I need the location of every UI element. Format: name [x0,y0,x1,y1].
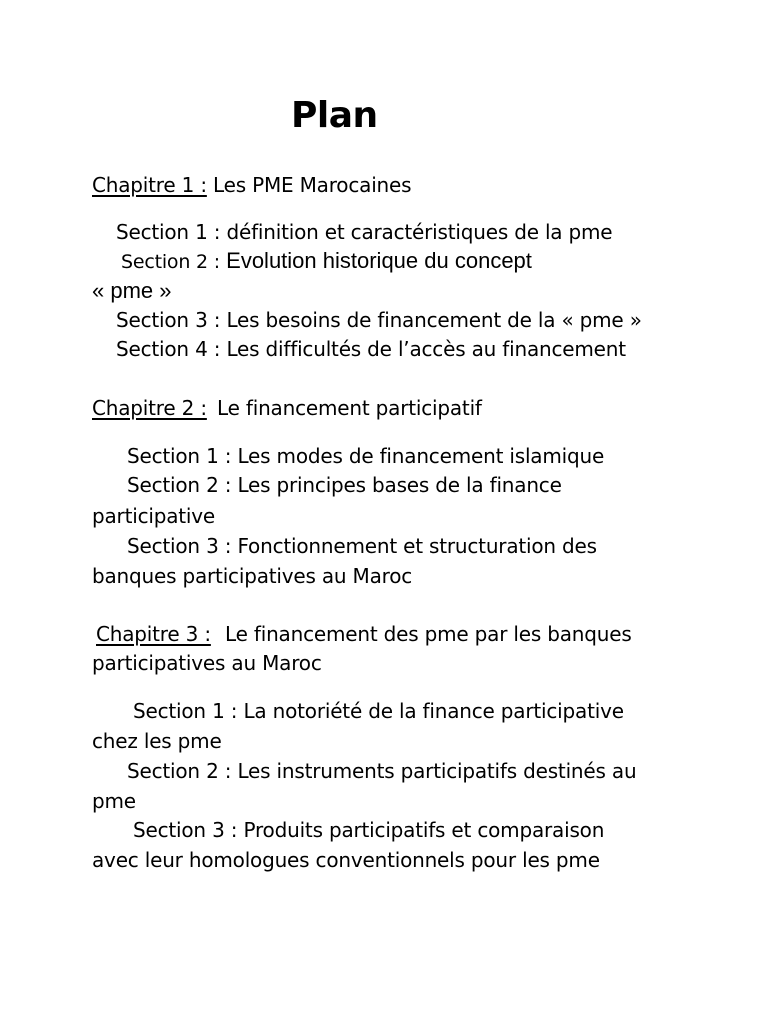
section-label: Section 1 : [116,220,221,244]
chapter-3-title: Le financement des pme par les banques [225,622,632,646]
chapter-1-label: Chapitre 1 : [92,173,207,197]
section-text: Evolution historique du concept [226,248,532,273]
section-text: Produits participatifs et comparaison [243,818,605,842]
section-text: Les besoins de financement de la « pme » [226,308,642,332]
section-label: Section 2 : [127,759,232,783]
chapter-3-title-continued: participatives au Maroc [92,651,322,675]
section-label: Section 1 : [133,699,238,723]
page-title: Plan [291,95,378,136]
chapter-2-label: Chapitre 2 : [92,396,207,420]
section-text: La notoriété de la finance participative [243,699,624,723]
section-label: Section 1 : [127,444,232,468]
chapter-1-section-4 [116,337,626,361]
chapter-3-section-1 [133,699,624,723]
section-text: Les principes bases de la finance [237,473,562,497]
chapter-3-heading [96,622,632,646]
chapter-2-title: Le financement participatif [217,396,482,420]
chapter-2-section-2-continued: participative [92,504,216,528]
section-text: Les instruments participatifs destinés au [237,759,637,783]
chapter-3-label: Chapitre 3 : [96,622,211,646]
chapter-3-section-3 [133,818,604,842]
section-text: définition et caractéristiques de la pme [226,220,613,244]
section-text: Fonctionnement et structuration des [237,534,597,558]
chapter-2-section-1 [127,444,604,468]
chapter-1-section-1 [116,220,612,244]
section-text: Les difficultés de l’accès au financement [226,337,626,361]
section-label: Section 2 : [121,251,220,273]
chapter-1-section-2 [121,249,532,274]
chapter-1-section-2-continued: « pme » [92,278,172,303]
section-label: Section 3 : [127,534,232,558]
chapter-3-section-3-continued: avec leur homologues conventionnels pour les pme [92,848,600,872]
chapter-2-heading [92,396,482,420]
section-text: Les modes de financement islamique [237,444,605,468]
section-label: Section 2 : [127,473,232,497]
chapter-1-heading [92,173,411,197]
section-label: Section 3 : [116,308,221,332]
chapter-2-section-3-continued: banques participatives au Maroc [92,564,413,588]
chapter-1-section-3 [116,308,642,332]
chapter-2-section-3 [127,534,597,558]
chapter-2-section-2 [127,473,562,497]
section-label: Section 4 : [116,337,221,361]
chapter-1-title: Les PME Marocaines [213,173,412,197]
chapter-3-section-2-continued: pme [92,789,136,813]
section-label: Section 3 : [133,818,238,842]
chapter-3-section-1-continued: chez les pme [92,729,222,753]
chapter-3-section-2 [127,759,636,783]
